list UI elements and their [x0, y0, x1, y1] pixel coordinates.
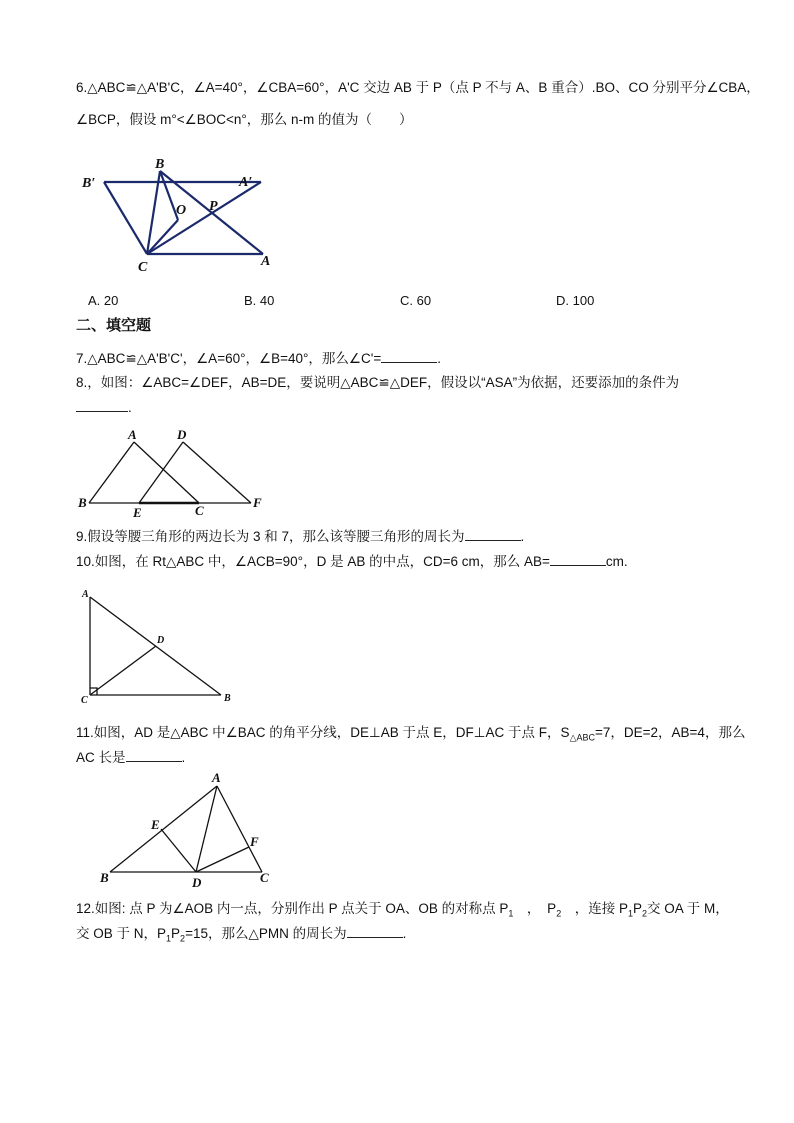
q11-line1 [76, 724, 745, 747]
q6-option-b[interactable]: B. 40 [244, 293, 275, 308]
q6-label-O: O [176, 203, 187, 218]
q11-label-D: D [192, 875, 202, 890]
q12-text-2a: 交 OB 于 N，P [76, 926, 167, 941]
q11-label-E: E [151, 817, 160, 832]
q8-answer-blank[interactable] [76, 399, 128, 412]
q7-text: 7.△ABC≌△A'B'C'，∠A=60°，∠B=40°，那么∠C'= [76, 351, 382, 366]
q10 [76, 553, 628, 571]
q8-figure [76, 425, 276, 520]
q6-option-d[interactable]: D. 100 [556, 293, 595, 308]
q12-line2 [76, 925, 406, 948]
q12-p2-sub: 2 [556, 908, 562, 919]
q10-figure [78, 585, 238, 705]
q7 [76, 350, 441, 368]
q12-p1-sub-c: 1 [166, 933, 172, 944]
q9-text: 9.假设等腰三角形的两边长为 3 和 7，那么该等腰三角形的周长为 [76, 529, 465, 544]
q6-text-line1: 6.△ABC≌△A'B'C，∠A=40°，∠CBA=60°，A'C 交边 AB 于 P（点 P 不与 A、B 重合）.BO、CO 分别平分∠CBA， [76, 80, 760, 95]
q10-label-A: A [82, 589, 89, 600]
q10-label-C: C [81, 695, 88, 705]
q11-label-A: A [212, 770, 221, 785]
q6-text-line2: ∠BCP，假设 m°<∠BOC<n°，那么 n-m 的值为（ ） [76, 112, 413, 127]
q12-text-d: 交 OA 于 M， [647, 901, 729, 916]
q11-line2 [76, 749, 185, 767]
section-title: 二、填空题 [76, 317, 152, 334]
q7-end: . [437, 351, 441, 366]
q12-text-c: P [633, 901, 643, 916]
q11-label-B: B [100, 870, 109, 885]
q7-answer-blank[interactable] [381, 350, 437, 363]
q12-p2-sub-c: 2 [180, 933, 186, 944]
q10-text: 10.如图，在 Rt△ABC 中，∠ACB=90°，D 是 AB 的中点，CD=6 cm，那么 AB= [76, 554, 550, 569]
q9-end: . [520, 529, 525, 544]
q6-label-Aprime: A′ [239, 175, 253, 190]
q8-label-A: A [128, 427, 137, 442]
q12-text-b: ，连接 P [561, 901, 628, 916]
q6-label-A: A [261, 254, 271, 269]
q6-figure [78, 155, 278, 275]
q12-text-mid: ， P [513, 901, 557, 916]
q11-answer-blank[interactable] [126, 749, 182, 762]
q6-option-c[interactable]: C. 60 [400, 293, 432, 308]
q9 [76, 528, 524, 546]
q12-p1-sub: 1 [508, 908, 514, 919]
q11-label-C: C [260, 870, 269, 885]
q11-end: . [181, 750, 186, 765]
q8-label-C: C [195, 503, 204, 518]
q10-label-D: D [157, 635, 165, 646]
q6-label-Bprime: B′ [82, 176, 96, 191]
q12-text-a: 12.如图: 点 P 为∠AOB 内一点，分别作出 P 点关于 OA、OB 的对称点 P [76, 901, 509, 916]
q10-label-B: B [224, 693, 231, 704]
q8-label-F: F [253, 495, 262, 510]
q11-text-b: =7，DE=2，AB=4，那么 [595, 725, 746, 740]
q10-answer-blank[interactable] [550, 553, 606, 566]
q10-end: cm. [605, 554, 628, 569]
q12-text-2c: =15，那么△PMN 的周长为 [185, 926, 347, 941]
q8-label-D: D [177, 427, 187, 442]
q9-answer-blank[interactable] [465, 528, 521, 541]
q11-text-line2: AC 长是 [76, 750, 126, 765]
q12-p2-sub-b: 2 [642, 908, 648, 919]
q11-figure [96, 770, 281, 890]
q6-label-C: C [138, 260, 148, 275]
q12-p1-sub-b: 1 [627, 908, 633, 919]
q12-end: . [402, 926, 407, 941]
q8-label-E: E [133, 505, 142, 520]
q11-label-F: F [250, 834, 259, 849]
q6-label-B: B [155, 157, 165, 172]
q12-answer-blank[interactable] [347, 925, 403, 938]
q8-label-B: B [78, 495, 87, 510]
q12-text-2b: P [171, 926, 181, 941]
q6-option-a[interactable]: A. 20 [88, 293, 119, 308]
q8-text-line1: 8.，如图：∠ABC=∠DEF，AB=DE，要说明△ABC≌△DEF，假设以“ASA”为依据，还要添加的条件为 [76, 375, 680, 390]
q6-label-P: P [209, 199, 218, 214]
q8-end: . [128, 400, 132, 415]
q11-area-subscript: △ABC [569, 732, 595, 743]
q8-line2 [76, 399, 132, 417]
q11-text-a: 11.如图，AD 是△ABC 中∠BAC 的角平分线，DE⊥AB 于点 E，DF⊥AC 于点 F，S [76, 725, 570, 740]
q12-line1 [76, 900, 729, 923]
